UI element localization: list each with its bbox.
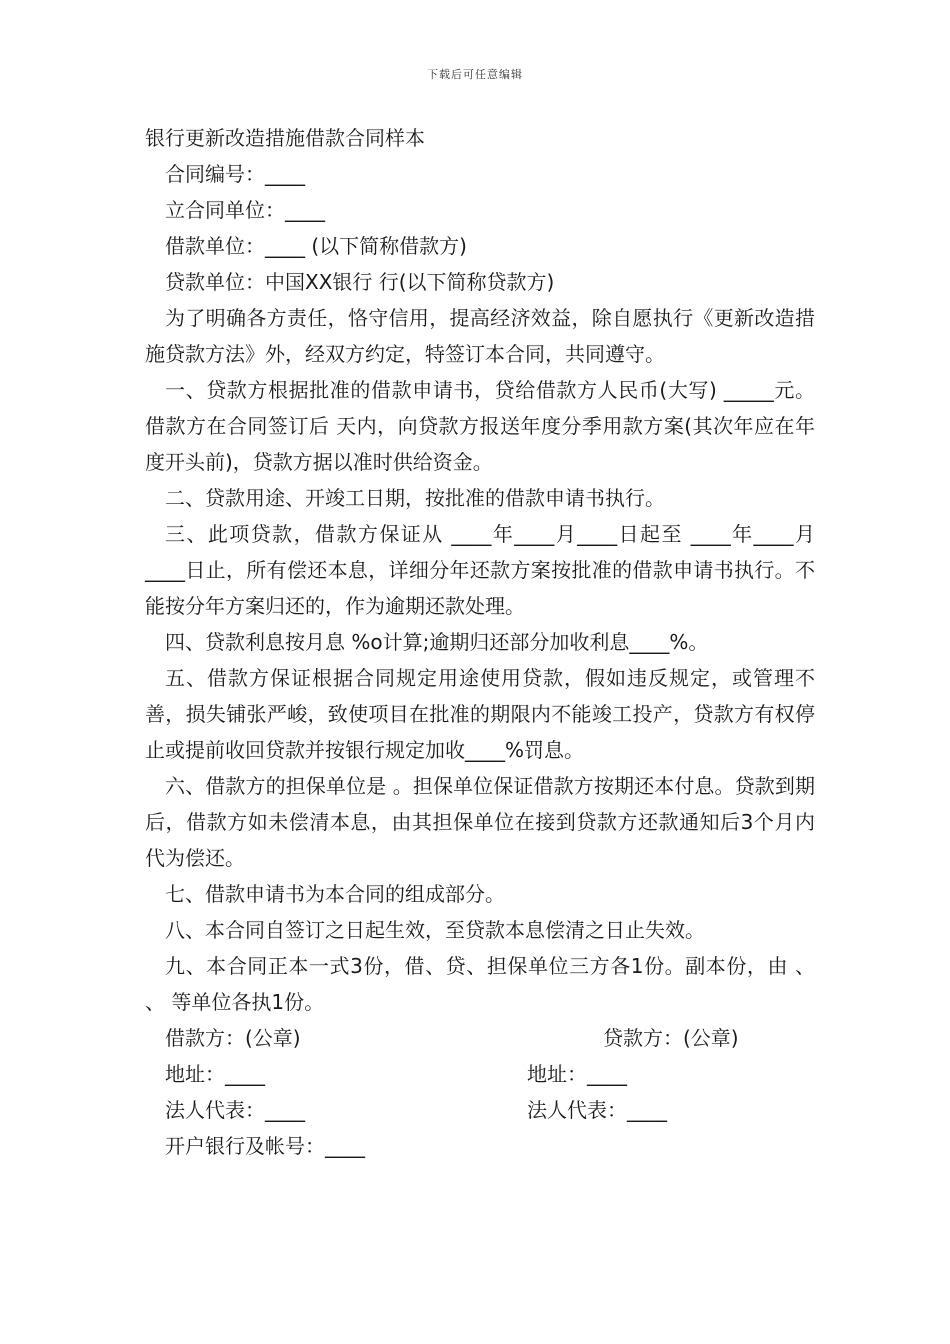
clause-4: 四、贷款利息按月息 %o计算;逾期归还部分加收利息____%。 (165, 630, 709, 654)
clause-6: 六、借款方的担保单位是 。担保单位保证借款方按期还本付息。贷款到期后，借款方如未偿清本息，由其担保单位在接到贷款方还款通知后3个月内代为偿还。 (145, 774, 815, 870)
borrower-representative: 法人代表：____ (165, 1098, 305, 1122)
signature-row-representative (145, 1092, 815, 1128)
lender-unit-field: 贷款单位：中国XX银行 行(以下简称贷款方) (165, 270, 555, 294)
contract-title: 银行更新改造措施借款合同样本 (145, 126, 425, 150)
lender-address: 地址：____ (527, 1062, 627, 1086)
contract-number-field: 合同编号：____ (165, 162, 305, 186)
clause-1: 一、贷款方根据批准的借款申请书，贷给借款方人民币(大写) _____元。借款方在合同签订后 天内，向贷款方报送年度分季用款方案(其次年应在年度开头前)，贷款方据以准时供给资金。 (145, 378, 815, 474)
clause-9: 九、本合同正本一式3份，借、贷、担保单位三方各1份。副本份，由 、 、 等单位各执1份。 (145, 954, 815, 1014)
contract-document (145, 120, 815, 1164)
preamble-paragraph: 为了明确各方责任，恪守信用，提高经济效益，除自愿执行《更新改造措施贷款方法》外，经双方约定，特签订本合同，共同遵守。 (145, 306, 815, 366)
clause-3: 三、此项贷款，借款方保证从 ____年____月____日起至 ____年____月____日止，所有偿还本息，详细分年还款方案按批准的借款申请书执行。不能按分年方案归还的，作为逾期还款处理。 (145, 522, 815, 618)
borrower-unit-field: 借款单位：____ (以下简称借款方) (165, 234, 467, 258)
lender-representative: 法人代表：____ (527, 1098, 667, 1122)
clause-2: 二、贷款用途、开竣工日期，按批准的借款申请书执行。 (165, 486, 665, 510)
signature-row-seal (145, 1020, 815, 1056)
clause-5: 五、借款方保证根据合同规定用途使用贷款，假如违反规定，或管理不善，损失铺张严峻，致使项目在批准的期限内不能竣工投产，贷款方有权停止或提前收回贷款并按银行规定加收____%罚息。 (145, 666, 815, 762)
borrower-address: 地址：____ (165, 1062, 265, 1086)
contracting-unit-field: 立合同单位：____ (165, 198, 325, 222)
header-note: 下载后可任意编辑 (427, 68, 523, 81)
clause-8: 八、本合同自签订之日起生效，至贷款本息偿清之日止失效。 (165, 918, 705, 942)
borrower-seal: 借款方：(公章) (165, 1026, 301, 1050)
clause-7: 七、借款申请书为本合同的组成部分。 (165, 882, 505, 906)
signature-row-address (145, 1056, 815, 1092)
lender-seal: 贷款方：(公章) (603, 1026, 739, 1050)
bank-account-field: 开户银行及帐号：____ (165, 1134, 365, 1158)
